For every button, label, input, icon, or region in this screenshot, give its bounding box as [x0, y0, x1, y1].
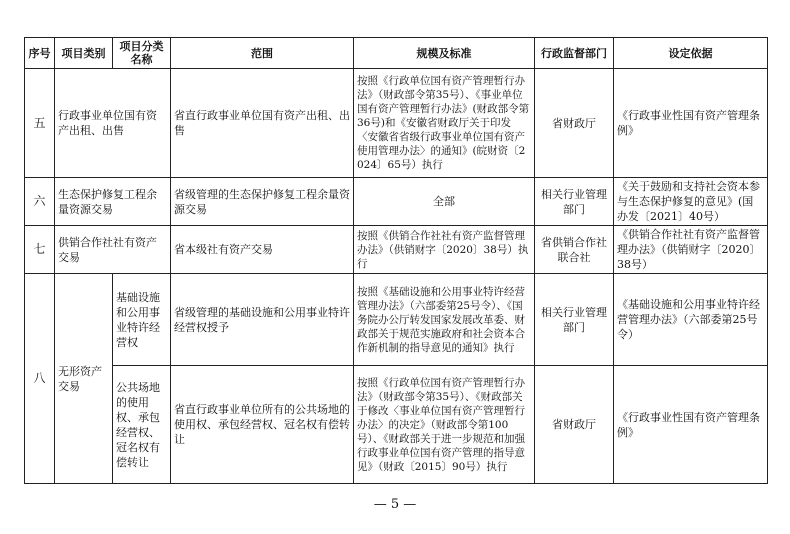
table-row — [25, 69, 768, 178]
row-dept: 省财政厅 — [535, 366, 614, 484]
row-dept: 相关行业管理部门 — [535, 274, 614, 366]
row-subcategory: 公共场地的使用权、承包经营权、冠名权有偿转让 — [113, 366, 171, 484]
table-row — [25, 226, 768, 274]
row-standard: 全部 — [354, 178, 535, 226]
row-category: 无形资产交易 — [55, 274, 113, 484]
row-category: 行政事业单位国有资产出租、出售 — [55, 69, 171, 178]
table-row — [25, 366, 768, 484]
row-dept: 省财政厅 — [535, 69, 614, 178]
col-header-category: 项目类别 — [55, 38, 113, 69]
row-scope: 省级管理的生态保护修复工程余量资源交易 — [171, 178, 354, 226]
row-scope: 省直行政事业单位国有资产出租、出售 — [171, 69, 354, 178]
row-basis: 《供销合作社社有资产监督管理办法》（供销财字〔2020〕38号） — [614, 226, 768, 274]
row-standard: 按照《基础设施和公用事业特许经营管理办法》（六部委第25号令）、《国务院办公厅转发国家发展改革委、财政部关于规范实施政府和社会资本合作新机制的指导意见的通知》执行 — [354, 274, 535, 366]
row-number: 六 — [25, 178, 55, 226]
row-subcategory: 基础设施和公用事业特许经营权 — [113, 274, 171, 366]
row-number: 七 — [25, 226, 55, 274]
project-table — [24, 37, 768, 484]
row-category: 生态保护修复工程余量资源交易 — [55, 178, 171, 226]
col-header-standard: 规模及标准 — [354, 38, 535, 69]
row-dept: 省供销合作社联合社 — [535, 226, 614, 274]
header-row — [25, 38, 768, 69]
row-standard: 按照《行政单位国有资产管理暂行办法》（财政部令第35号）、《事业单位国有资产管理暂行办法》(财政部令第36号)和《安徽省财政厅关于印发〈安徽省省级行政事业单位国有资产使用管理办法〉的通知》(皖财资〔2024〕65号）执行 — [354, 69, 535, 178]
row-basis: 《基础设施和公用事业特许经营管理办法》（六部委第25号令） — [614, 274, 768, 366]
row-number: 五 — [25, 69, 55, 178]
row-basis: 《行政事业性国有资产管理条例》 — [614, 69, 768, 178]
col-header-scope: 范围 — [171, 38, 354, 69]
row-basis: 《行政事业性国有资产管理条例》 — [614, 366, 768, 484]
row-scope: 省级管理的基础设施和公用事业特许经营权授予 — [171, 274, 354, 366]
row-scope: 省直行政事业单位所有的公共场地的使用权、承包经营权、冠名权有偿转让 — [171, 366, 354, 484]
row-dept: 相关行业管理部门 — [535, 178, 614, 226]
page-number: — 5 — — [373, 497, 417, 512]
table-row — [25, 274, 768, 366]
row-scope: 省本级社有资产交易 — [171, 226, 354, 274]
table-row — [25, 178, 768, 226]
row-standard: 按照《供销合作社社有资产监督管理办法》（供销财字〔2020〕38号）执行 — [354, 226, 535, 274]
row-category: 供销合作社社有资产交易 — [55, 226, 171, 274]
col-header-dept: 行政监督部门 — [535, 38, 614, 69]
col-header-no: 序号 — [25, 38, 55, 69]
row-number: 八 — [25, 274, 55, 484]
col-header-subcategory: 项目分类名称 — [113, 38, 171, 69]
row-standard: 按照《行政单位国有资产管理暂行办法》（财政部令第35号）、《财政部关于修改〈事业单位国有资产管理暂行办法〉的决定》（财政部令第100号）、《财政部关于进一步规范和加强行政事业单位国有资产管理的指导意见》（财政〔2015〕90号）执行 — [354, 366, 535, 484]
col-header-basis: 设定依据 — [614, 38, 768, 69]
row-basis: 《关于鼓励和支持社会资本参与生态保护修复的意见》(国办发〔2021〕40号） — [614, 178, 768, 226]
